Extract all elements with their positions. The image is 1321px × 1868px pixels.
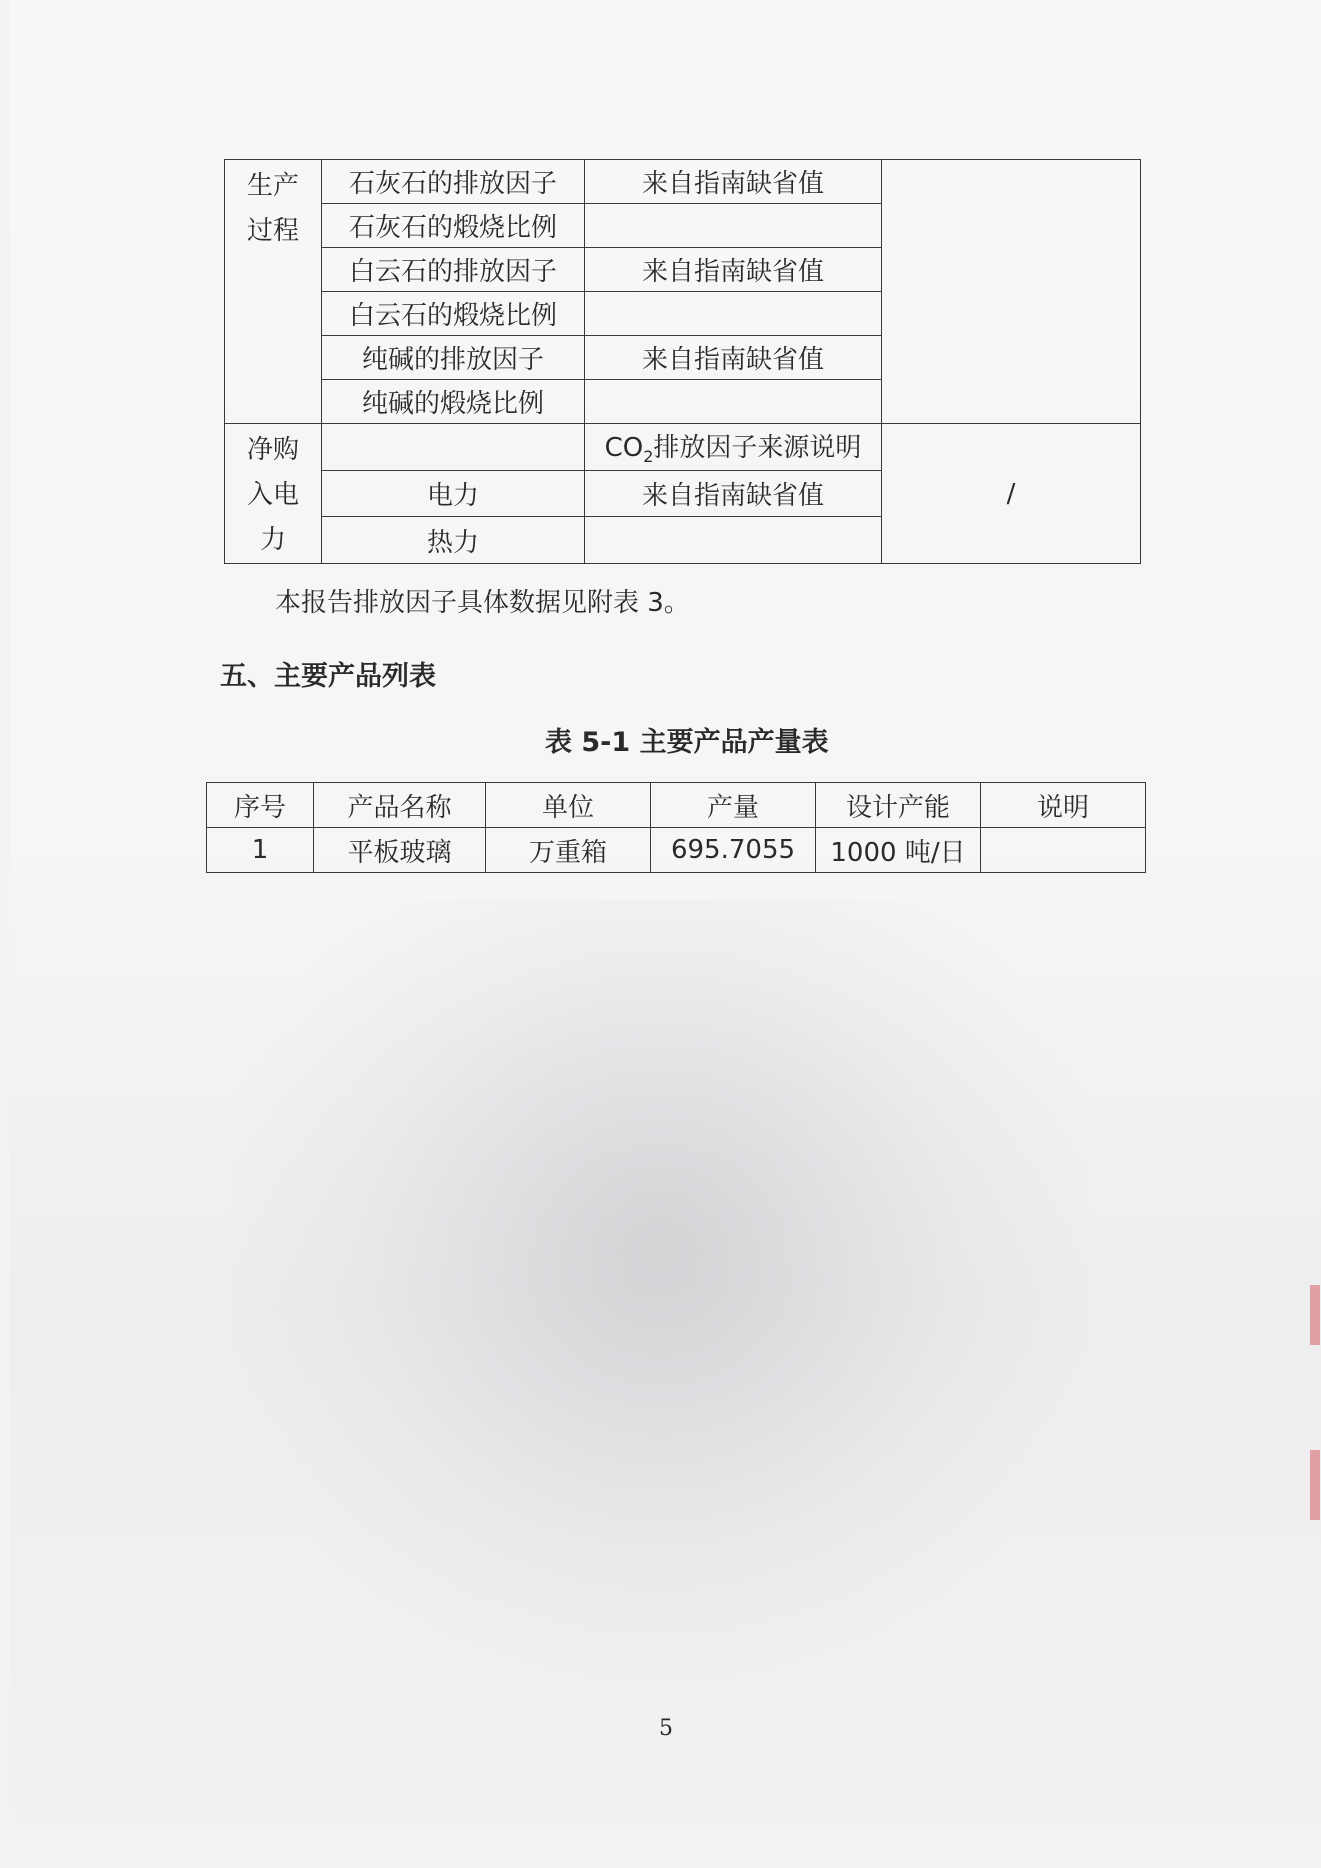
item-cell [322, 424, 585, 471]
table-cell [981, 828, 1146, 873]
table-row [225, 424, 1141, 471]
section-heading: 五、主要产品列表 [220, 661, 436, 692]
table-cell: 1 [207, 828, 314, 873]
source-cell [585, 380, 882, 424]
source-cell [585, 517, 882, 564]
item-cell: 石灰石的煅烧比例 [322, 204, 585, 248]
item-cell: 热力 [322, 517, 585, 564]
product-output-table [206, 782, 1146, 873]
header-cell: 序号 [207, 783, 314, 828]
power-note-cell: / [882, 424, 1141, 564]
header-cell: 设计产能 [816, 783, 981, 828]
item-cell: 石灰石的排放因子 [322, 160, 585, 204]
source-cell: 来自指南缺省值 [585, 248, 882, 292]
header-cell: 单位 [486, 783, 651, 828]
item-cell: 白云石的排放因子 [322, 248, 585, 292]
co2-source-header: $CO_2$排放因子来源说明 [585, 424, 882, 471]
item-cell: 电力 [322, 470, 585, 517]
table-row [207, 828, 1146, 873]
header-cell: 说明 [981, 783, 1146, 828]
page-number: 5 [659, 1716, 673, 1741]
emission-factor-table [224, 159, 1141, 564]
header-cell: 产量 [651, 783, 816, 828]
table-cell: 1000 吨/日 [816, 828, 981, 873]
seal-edge-mark [1310, 1285, 1320, 1345]
empty-note-cell [882, 160, 1141, 424]
header-cell: 产品名称 [314, 783, 486, 828]
item-cell: 白云石的煅烧比例 [322, 292, 585, 336]
table-header-row [207, 783, 1146, 828]
table-title: 表 5-1 主要产品产量表 [545, 727, 829, 758]
item-cell: 纯碱的煅烧比例 [322, 380, 585, 424]
table-cell: 平板玻璃 [314, 828, 486, 873]
source-cell: 来自指南缺省值 [585, 470, 882, 517]
note-text: 本报告排放因子具体数据见附表 3。 [275, 588, 690, 618]
scan-shadow [230, 900, 1090, 1680]
section-purchased-power: 净购 入电 力 [225, 424, 322, 564]
source-cell [585, 204, 882, 248]
seal-edge-mark [1310, 1450, 1320, 1520]
source-cell: 来自指南缺省值 [585, 336, 882, 380]
table-row [225, 160, 1141, 204]
item-cell: 纯碱的排放因子 [322, 336, 585, 380]
table-cell: 695.7055 [651, 828, 816, 873]
source-cell [585, 292, 882, 336]
source-cell: 来自指南缺省值 [585, 160, 882, 204]
section-production-process: 生产 过程 [225, 160, 322, 424]
table-cell: 万重箱 [486, 828, 651, 873]
